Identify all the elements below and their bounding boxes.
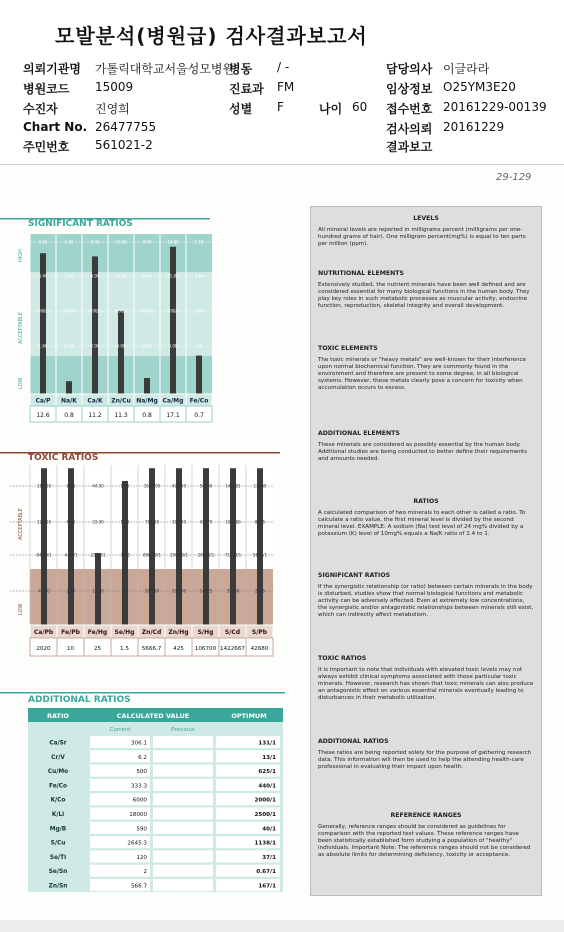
tick-label: 42670 [199, 519, 213, 525]
tick-label: 4.40 [64, 239, 74, 245]
current-value: 2 [143, 869, 147, 876]
guide-heading: ADDITIONAL ELEMENTS [318, 430, 400, 437]
field-label: 나이 [319, 102, 343, 116]
zone-label: ACCEPTABLE [18, 508, 24, 540]
ratio-value: 5666.7 [141, 646, 162, 652]
ratio-label: S/Pb [251, 629, 268, 636]
field-label: 병동 [229, 62, 253, 76]
ratio-label: S/Cd [224, 629, 241, 636]
field-label: 임상정보 [386, 82, 433, 96]
ratio-label: Zn/Sn [48, 883, 68, 890]
ratio-label: S/Cu [50, 840, 66, 847]
tick-label: 400.00 [172, 483, 186, 489]
field-label: Chart No. [23, 120, 88, 134]
tick-label: 3.40 [38, 273, 48, 279]
tick-label: 2845 [254, 588, 266, 594]
guide-text: If the synergistic relationship (or ratio) between certain minerals in the body is disturbed, studies show that normal biological functions and metabolic activity can be adversely affected. Even at extremely low concentrations, the synergistic and/or antagonistic relationships between minerals still exist, which can indirectly affect metabolism. [318, 584, 534, 618]
field-value: 이글라라 [443, 62, 490, 76]
significant-ratios-chart [0, 212, 232, 457]
previous-cell [153, 793, 213, 805]
field-value: 15009 [95, 80, 134, 94]
field-value: 60 [352, 100, 368, 114]
ratio-value: 1.5 [120, 646, 129, 652]
field-value: 561021-2 [95, 138, 153, 152]
tick-label: 4.40/1 [64, 552, 78, 558]
tick-label: 1.20 [120, 519, 130, 525]
zone-label: ACCEPTABLE [18, 312, 24, 344]
tick-label: 56900 [199, 483, 213, 489]
guide-heading: LEVELS [413, 215, 439, 222]
tick-label: 168.00 [37, 483, 51, 489]
optimum-value: 37/1 [262, 854, 276, 861]
guide-text: A calculated comparison of two minerals to each other is called a ratio. To calculate a ratio value, the first mineral level is divided by the second mineral level. EXAMPLE: A sodium (Na) test level of 24 mg% divided by a potassium (K) level of 10mg% equals a Na/K ratio of 2.4 to 1. [318, 510, 526, 537]
tick-label: 12.00 [115, 273, 127, 279]
ratio-label: K/Co [50, 797, 66, 804]
ratio-value: 42680 [250, 646, 269, 652]
field-label: 검사의뢰 [386, 122, 433, 136]
previous-cell [153, 836, 213, 848]
tick-label: 6.00 [142, 273, 152, 279]
field-value: 가톨릭대학교서울성모병원 [95, 62, 235, 76]
tick-label: 8.80 [66, 483, 76, 489]
optimum-value: 440/1 [258, 783, 276, 790]
field-label: 접수번호 [386, 102, 433, 116]
tick-label: 4.40 [38, 239, 48, 245]
page-bottom-strip [0, 920, 564, 932]
tick-label: 33.00 [92, 519, 104, 525]
previous-cell [153, 750, 213, 762]
guide-heading: REFERENCE RANGES [390, 812, 462, 819]
ratio-bar [257, 468, 263, 625]
tick-label: 1.60 [194, 273, 204, 279]
tick-label: 28450/1 [197, 552, 215, 558]
field-label: 담당의사 [386, 62, 433, 76]
ratio-value: 0.7 [194, 412, 204, 419]
guide-text: These minerals are considered as possibly essential by the human body. Additional studies are being conducted to better define their requirements and amounts needed. [318, 442, 527, 462]
tick-label: .40 [121, 588, 129, 594]
optimum-value: 0.67/1 [256, 869, 276, 876]
tick-label: 11.00 [92, 588, 104, 594]
field-label: 병원코드 [23, 82, 70, 96]
previous-cell [153, 736, 213, 748]
field-value: O25YM3E20 [443, 80, 516, 94]
tick-label: 106680 [225, 519, 241, 525]
tick-label: 2.00 [90, 343, 100, 349]
ratio-bar [230, 468, 236, 625]
additional-ratios-table [0, 690, 290, 900]
section-title: TOXIC RATIOS [28, 453, 99, 463]
ratio-value: 25 [93, 646, 102, 652]
guide-heading: SIGNIFICANT RATIOS [318, 572, 391, 579]
field-value: FM [277, 80, 295, 94]
sub-header: Previous [171, 727, 195, 733]
guide-heading: TOXIC ELEMENTS [318, 345, 378, 352]
field-label: 결과보고 [386, 140, 433, 154]
guide-heading: ADDITIONAL RATIOS [318, 738, 389, 745]
tick-label: 1.40 [64, 343, 74, 349]
ratio-bar [68, 468, 74, 625]
ratio-value: 106700 [194, 646, 217, 652]
previous-cell [153, 822, 213, 834]
ratio-label: Cu/Mo [47, 769, 69, 776]
current-value: 590 [136, 826, 147, 833]
title-rule [0, 692, 285, 694]
ratio-label: Se/Hg [114, 629, 135, 636]
tick-label: 22.00/1 [90, 552, 106, 558]
tick-label: 2.20 [66, 588, 76, 594]
previous-cell [153, 765, 213, 777]
tick-label: 1.60 [120, 483, 130, 489]
guide-text: These ratios are being reported solely for the purpose of gathering research data. This information will then be used to help the attending health-care professional in evaluating their impact upon health. [318, 750, 532, 770]
report-title: 모발분석(병원급) 검사결과보고서 [55, 24, 368, 48]
tick-label: 780.00 [145, 519, 159, 525]
tick-label: .26 [195, 343, 203, 349]
optimum-value: 131/1 [258, 740, 276, 747]
field-label: 주민번호 [23, 140, 70, 154]
guide-heading: RATIOS [413, 498, 439, 505]
current-cell [90, 865, 150, 877]
guide-heading: NUTRITIONAL ELEMENTS [318, 270, 404, 277]
ratio-label: Ca/Pb [33, 629, 54, 636]
ratio-value: 12.6 [36, 412, 50, 419]
ratio-label: Cr/V [51, 754, 65, 761]
current-value: 306.1 [130, 740, 147, 747]
ratio-label: Ca/Sr [49, 740, 67, 747]
report-header [0, 0, 564, 165]
field-value: 진영희 [95, 102, 130, 116]
optimum-value: 2000/1 [254, 797, 276, 804]
ratio-label: Ca/P [35, 397, 51, 405]
handwritten-note: 29-129 [496, 172, 532, 183]
ratio-bar [41, 468, 47, 625]
field-value: F [277, 100, 284, 114]
optimum-value: 2500/1 [254, 812, 276, 818]
tick-label: 2.00 [142, 343, 152, 349]
optimum-value: 13/1 [262, 754, 276, 761]
ratio-label: K/Li [51, 812, 65, 818]
tick-label: .50/1 [193, 308, 205, 314]
ratio-value: 11.2 [88, 412, 102, 419]
tick-label: 6.60 [66, 519, 76, 525]
optimum-value: 167/1 [258, 883, 276, 890]
ratio-bar [196, 356, 202, 394]
current-value: 6000 [132, 797, 147, 804]
guide-text: All mineral levels are reported in milligrams percent (milligrams per one-hundred grams of hair). One milligram percent(mg%) is equal to ten parts per million (ppm). [318, 227, 526, 247]
field-value: / - [277, 60, 290, 74]
column-header: OPTIMUM [231, 712, 267, 720]
tick-label: 4.00/1 [140, 308, 154, 314]
section-title: SIGNIFICANT RATIOS [28, 219, 133, 229]
current-value: 333.3 [130, 783, 147, 790]
column-header: CALCULATED VALUE [116, 712, 190, 720]
zone-label: LOW [18, 377, 24, 389]
current-value: 18000 [129, 812, 147, 818]
tick-label: 100.00 [172, 588, 186, 594]
previous-cell [153, 850, 213, 862]
tick-label: .80/1 [119, 552, 131, 558]
field-value: 20161229-00139 [443, 100, 547, 114]
tick-label: 11.00 [167, 273, 179, 279]
guide-text: The toxic minerals or "heavy metals" are well-known for their interference upon normal biochemical function. They are commonly found in the environment and therefore are present to some degree, in all biological systems. However, these metals clearly pose a concern for toxicity when accumulation occurs to excess. [318, 357, 527, 391]
previous-cell [153, 808, 213, 820]
tick-label: 7.00/1 [166, 308, 180, 314]
tick-label: 84.00/1 [36, 552, 52, 558]
optimum-value: 625/1 [258, 769, 276, 776]
ratio-value: 11.3 [114, 412, 128, 419]
previous-cell [153, 879, 213, 891]
tick-label: 142281 [225, 483, 241, 489]
tick-label: 1.60 [38, 343, 48, 349]
previous-cell [153, 865, 213, 877]
ratio-value: 1422667 [220, 646, 245, 652]
optimum-value: 1138/1 [254, 840, 276, 847]
tick-label: 2.40/1 [62, 308, 76, 314]
tick-label: 2.50 [194, 239, 204, 245]
tick-label: 800.00/1 [143, 552, 161, 558]
ratio-bar [170, 247, 176, 394]
tick-label: 200.00 [145, 588, 159, 594]
tick-label: 2.60/1 [36, 308, 50, 314]
ratio-value: 425 [173, 646, 184, 652]
ratio-value: 2020 [36, 646, 51, 652]
previous-cell [153, 779, 213, 791]
field-label: 성별 [229, 102, 253, 116]
current-value: 6.2 [138, 754, 147, 761]
tick-label: 71128/1 [224, 552, 242, 558]
field-value: 20161229 [443, 120, 505, 134]
tick-label: 11380 [253, 483, 267, 489]
section-title: ADDITIONAL RATIOS [28, 695, 131, 705]
ratio-bar [176, 468, 182, 625]
tick-label: 3.00 [168, 343, 178, 349]
ratio-value: 10 [66, 646, 75, 652]
ratio-label: Se/Tl [49, 854, 67, 861]
guide-text: Generally, reference ranges should be considered as guidelines for comparison with the reported test values. These reference ranges have been statistically established form studying a population of "healthy" individuals. Important Note: The reference ranges should not be considered as absolute limits for determining deficiency, toxicity or acceptance. [318, 824, 531, 858]
tick-label: 8.00/1 [114, 308, 128, 314]
field-label: 의뢰기관명 [23, 62, 81, 76]
ratio-value: 0.8 [142, 412, 152, 419]
ratio-label: Mg/B [49, 826, 67, 833]
tick-label: 15.00 [115, 239, 127, 245]
ratio-label: Fe/Co [189, 397, 209, 405]
guide-text: It is important to note that individuals with elevated toxic levels may not always exhibit clinical symptoms associated with those particular toxic minerals. However, research has shown that toxic minerals can also produce an antagonistic effect on various essential minerals eventually leading to disturbances in their metabolic utilization. [318, 667, 534, 701]
tick-label: 35640 [226, 588, 240, 594]
guide-text: Extensively studied, the nutrient minerals have been well defined and are considered essential for many biological functions in the human body. They play key roles in such metabolic processes as muscular activity, endocrine function, reproduction, skeletal integrity and overall development. [318, 282, 530, 309]
tick-label: 126.00 [37, 519, 51, 525]
ratio-label: Fe/Pb [61, 629, 80, 636]
ratio-label: S/Hg [197, 629, 214, 636]
ratio-label: Fe/Co [48, 783, 68, 790]
tick-label: 200.00/1 [170, 552, 188, 558]
ratio-label: Na/Mg [136, 397, 158, 405]
tick-label: 4.00 [116, 343, 126, 349]
tick-label: 14225 [199, 588, 213, 594]
tick-label: 19.00 [167, 239, 179, 245]
ratio-label: Fe/Hg [87, 629, 108, 636]
tick-label: 1600.00 [143, 483, 161, 489]
current-value: 120 [136, 854, 147, 861]
tick-label: 3.40 [64, 273, 74, 279]
tick-label: 4.00/1 [88, 308, 102, 314]
ratio-bar [149, 468, 155, 625]
toxic-ratios-chart [0, 450, 284, 680]
ratio-bar [203, 468, 209, 625]
ratio-label: Zn/Cu [111, 397, 131, 405]
optimum-value: 40/1 [262, 826, 276, 833]
zone-label: LOW [18, 603, 24, 615]
guide-heading: TOXIC RATIOS [318, 655, 367, 662]
ratio-bar [66, 381, 72, 394]
current-value: 2645.3 [127, 840, 147, 847]
current-value: 566.7 [130, 883, 147, 890]
field-label: 진료과 [229, 82, 264, 96]
ratio-label: Zn/Cd [141, 629, 162, 636]
ratio-label: Se/Sn [48, 869, 68, 876]
tick-label: 5690/1 [252, 552, 268, 558]
ratio-value: 0.8 [64, 412, 74, 419]
zone-label: HIGH [18, 249, 24, 262]
tick-label: 42.00 [38, 588, 50, 594]
current-value: 500 [136, 769, 147, 776]
column-header: RATIO [47, 712, 69, 720]
sub-header: Current [109, 727, 131, 733]
field-label: 수진자 [23, 102, 58, 116]
ratio-label: Na/K [61, 397, 77, 405]
ratio-bar [144, 378, 150, 394]
tick-label: 300.00 [172, 519, 186, 525]
tick-label: 8.00 [142, 239, 152, 245]
tick-label: 8.00 [90, 239, 100, 245]
ratio-label: Ca/K [87, 397, 103, 405]
ratio-bar [118, 311, 124, 394]
field-value: 26477755 [95, 120, 157, 134]
tick-label: 44.00 [92, 483, 104, 489]
tick-label: 8835 [254, 519, 266, 525]
tick-label: 6.00 [90, 273, 100, 279]
ratio-label: Zn/Hg [168, 629, 189, 636]
ratio-label: Ca/Mg [162, 397, 184, 405]
ratio-value: 17.1 [166, 412, 180, 419]
